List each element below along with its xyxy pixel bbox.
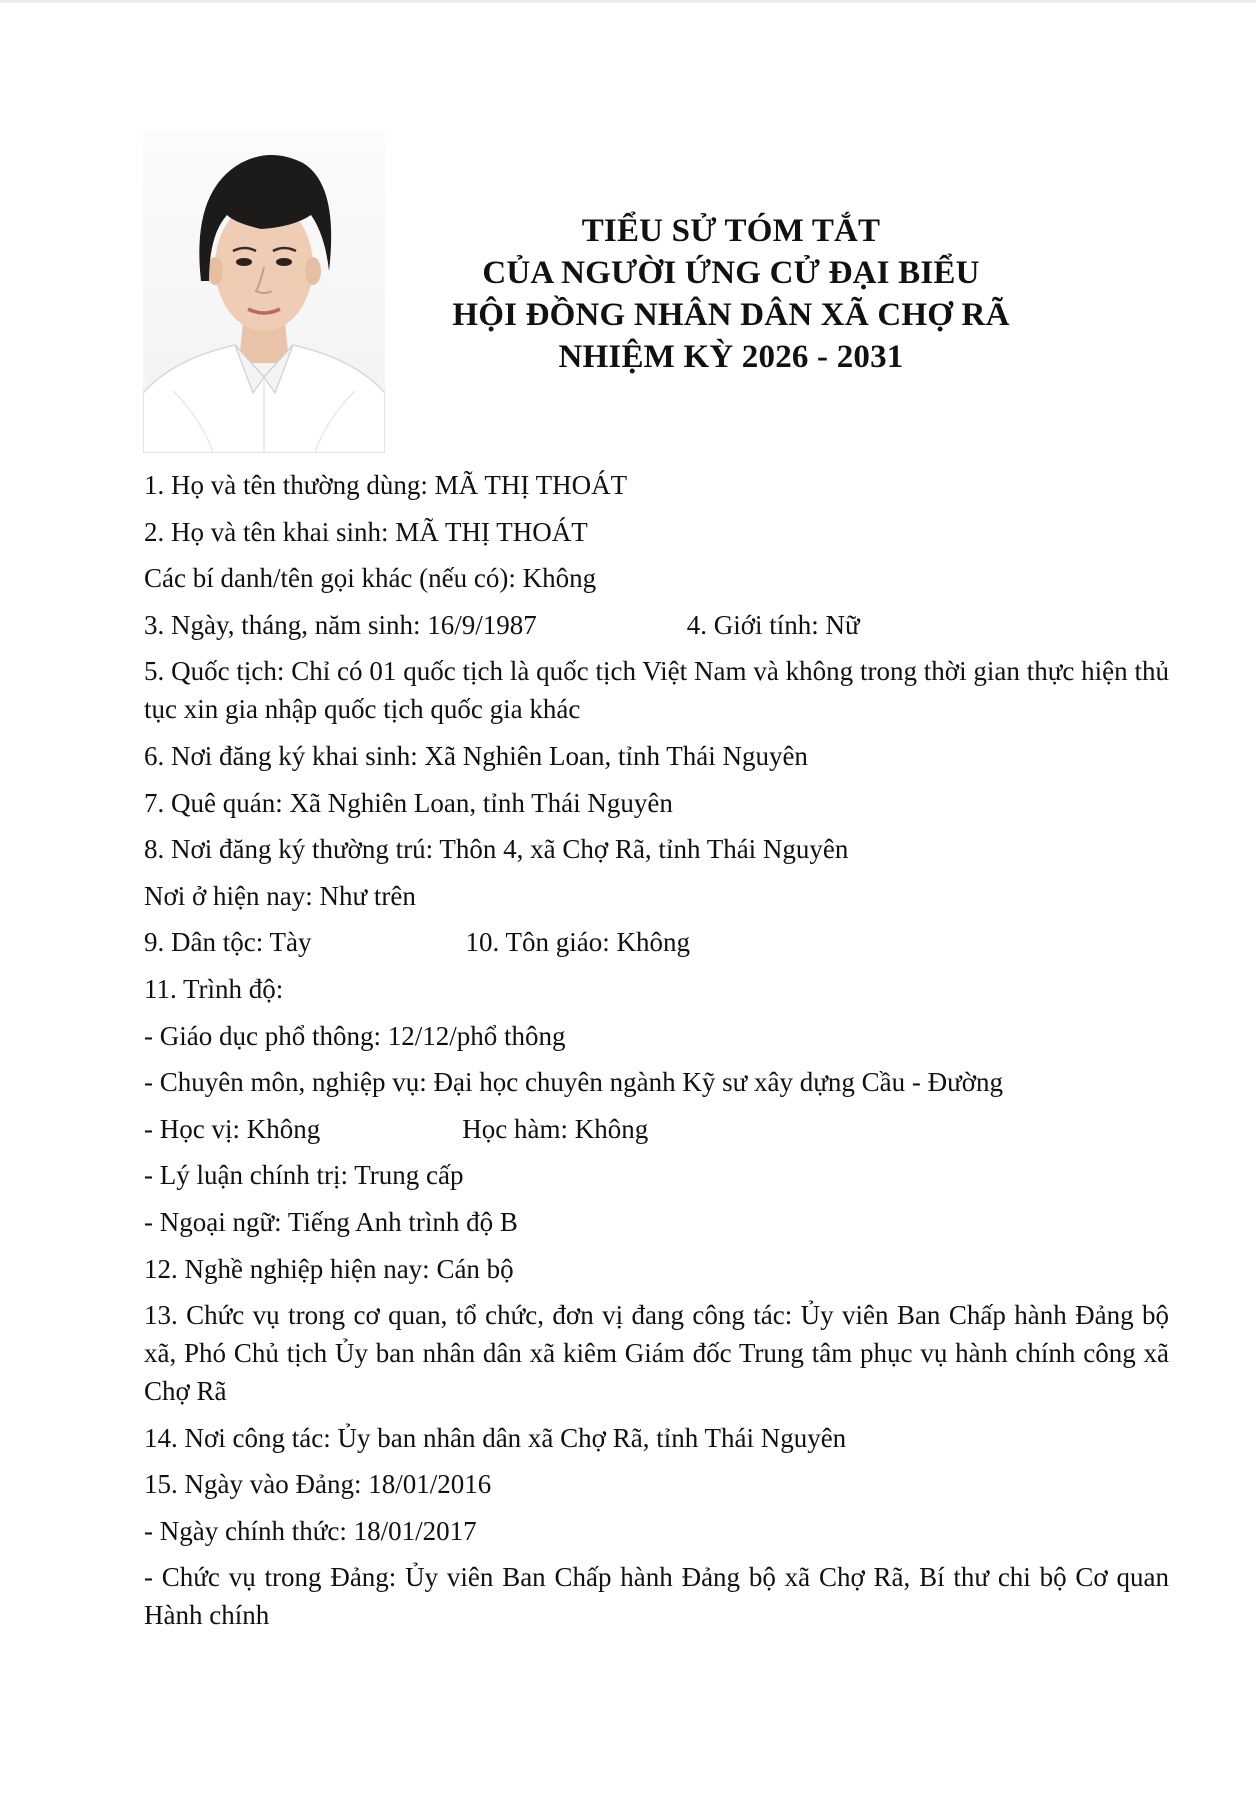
dob-item: 3. Ngày, tháng, năm sinh: 16/9/1987	[144, 609, 537, 640]
candidate-portrait-photo	[143, 131, 385, 453]
occupation-item: 12. Nghề nghiệp hiện nay: Cán bộ	[144, 1253, 514, 1284]
religion-item: 10. Tôn giáo: Không	[465, 927, 690, 958]
current-residence-item: Nơi ở hiện nay: Như trên	[144, 880, 416, 911]
political-theory-item: - Lý luận chính trị: Trung cấp	[144, 1160, 464, 1191]
permanent-residence-item: 8. Nơi đăng ký thường trú: Thôn 4, xã Chợ Rã, tỉnh Thái Nguyên	[144, 834, 849, 865]
dob-gender-row	[144, 606, 1169, 644]
nationality-item: 5. Quốc tịch: Chỉ có 01 quốc tịch là quốc tịch Việt Nam và không trong thời gian thực hiện thủ tục xin gia nhập quốc tịch quốc gia khác	[144, 656, 1169, 725]
birth-name-item: 2. Họ và tên khai sinh: MÃ THỊ THOÁT	[144, 516, 588, 547]
specialty-item: - Chuyên môn, nghiệp vụ: Đại học chuyên ngành Kỹ sư xây dựng Cầu - Đường	[144, 1067, 1004, 1098]
document-title	[392, 210, 1070, 378]
page-top-edge	[0, 0, 1256, 3]
common-name-item: 1. Họ và tên thường dùng: MÃ THỊ THOÁT	[144, 470, 628, 500]
aliases-item: Các bí danh/tên gọi khác (nếu có): Không	[144, 563, 597, 594]
birth-registration-item: 6. Nơi đăng ký khai sinh: Xã Nghiên Loan, tỉnh Thái Nguyên	[144, 740, 808, 771]
academic-title-item: Học hàm: Không	[462, 1113, 649, 1144]
workplace-item: 14. Nơi công tác: Ủy ban nhân dân xã Chợ Rã, tỉnh Thái Nguyên	[144, 1422, 847, 1453]
foreign-language-item: - Ngoại ngữ: Tiếng Anh trình độ B	[144, 1206, 518, 1237]
title-line-4: NHIỆM KỲ 2026 - 2031	[558, 339, 904, 375]
ethnicity-item: 9. Dân tộc: Tày	[144, 927, 312, 958]
biography-body	[144, 466, 1169, 1643]
academic-degree-item: - Học vị: Không	[144, 1113, 321, 1144]
position-item: 13. Chức vụ trong cơ quan, tổ chức, đơn vị đang công tác: Ủy viên Ban Chấp hành Đảng bộ xã, Phó Chủ tịch Ủy ban nhân dân xã kiêm Giám đốc Trung tâm phục vụ hành chính công xã Chợ Rã	[144, 1300, 1169, 1407]
gender-item: 4. Giới tính: Nữ	[686, 609, 860, 640]
general-education-item: - Giáo dục phổ thông: 12/12/phổ thông	[144, 1020, 566, 1051]
education-header: 11. Trình độ:	[144, 973, 284, 1004]
degree-title-row	[144, 1110, 1169, 1148]
party-join-date-item: 15. Ngày vào Đảng: 18/01/2016	[144, 1469, 492, 1500]
party-position-item: - Chức vụ trong Đảng: Ủy viên Ban Chấp hành Đảng bộ xã Chợ Rã, Bí thư chi bộ Cơ quan Hành chính	[144, 1562, 1169, 1631]
title-line-2: CỦA NGƯỜI ỨNG CỬ ĐẠI BIỂU	[482, 255, 980, 291]
hometown-item: 7. Quê quán: Xã Nghiên Loan, tỉnh Thái Nguyên	[144, 787, 673, 818]
title-line-1: TIỂU SỬ TÓM TẮT	[581, 213, 881, 249]
ethnicity-religion-row	[144, 923, 1169, 961]
party-official-date-item: - Ngày chính thức: 18/01/2017	[144, 1515, 477, 1546]
title-line-3: HỘI ĐỒNG NHÂN DÂN XÃ CHỢ RÃ	[452, 297, 1010, 333]
